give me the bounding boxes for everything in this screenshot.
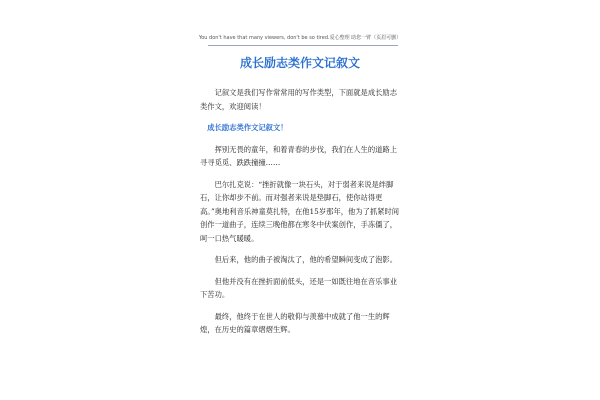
- page-header: You don't have that many viewers, don't be so tired.爱心整理 助您一臂（页眉可删）: [198, 35, 402, 41]
- body-paragraph: 但他并没有在挫折面前低头，还是一如既往地在音乐事业下苦功。: [200, 276, 398, 299]
- document-body: [200, 86, 400, 345]
- body-paragraph: 最终，他终于在世人的敬仰与羡慕中成就了他一生的辉煌，在历史的篇章熠熠生辉。: [200, 311, 390, 334]
- intro-paragraph: 记叙文是我们写作常常用的写作类型，下面就是成长励志类作文，欢迎阅读！: [200, 88, 398, 111]
- section-subtitle: 成长励志类作文记叙文！: [207, 123, 288, 132]
- body-paragraph: 挥别无畏的童年，和着青春的步伐，我们在人生的道路上寻寻觅觅、跌跌撞撞……: [200, 144, 398, 167]
- body-paragraph: 巴尔扎克说：“挫折就像一块石头，对于弱者来说是绊脚石，让你却步不前。而对强者来说是垫脚石，使你站得更高。”奥地利音乐神童莫扎特，在他15岁那年，他为了抓紧时间创作一道曲子，连续三晚他都在寒冬中伏案创作，手冻僵了，呵一口热气暖暖。: [200, 179, 400, 243]
- body-paragraph: 但后来，他的曲子被淘汰了，他的希望瞬间变成了泡影。: [214, 255, 398, 264]
- header-divider: [208, 45, 398, 46]
- document-title: 成长励志类作文记叙文: [239, 56, 360, 70]
